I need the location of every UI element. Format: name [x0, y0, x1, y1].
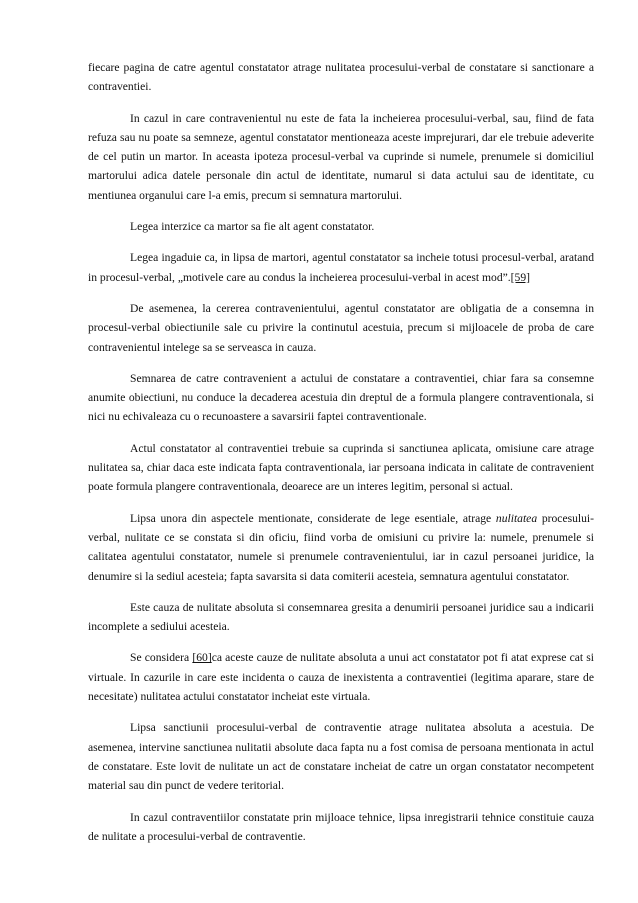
- paragraph-legal-person: Este cauza de nulitate absoluta si consemnarea gresita a denumirii persoanei juridice sau a indicarii incomplete a sediului acesteia.: [88, 600, 594, 634]
- paragraph-sanction: Actul constatator al contraventiei trebuie sa cuprinda si sanctiunea aplicata, omisiune care atrage nulitatea sa, chiar daca este indicata fapta contraventionala, iar persoana indicata in calitate de contravenient poate formula plangere contraventionala, deoarece are un interes legitim, personal si actual.: [88, 441, 594, 494]
- paragraph-witness-rule: Legea interzice ca martor sa fie alt agent constatator.: [130, 220, 375, 234]
- paragraph-missing-aspects: [88, 509, 594, 586]
- paragraph-text: procesului-verbal, nulitate ce se constata si din oficiu, fiind vorba de omisiuni cu privire la: numele, prenumele si calitatea agentului constatator, numele si prenumele contravenientului, iar in cazul persoanei juridice, la denumire si la sediul acesteia; fapta savarsita si data comiterii acesteia, semnatura agentului constatator.: [88, 511, 595, 583]
- footnote-ref-60[interactable]: [60]: [192, 651, 212, 665]
- paragraph-objections: De asemenea, la cererea contravenientului, agentul constatator are obligatia de a consemna in procesul-verbal obiectiunile sale cu privire la continutul acestuia, precum si mijloacele de proba de care contravenientul intelege sa se serveasca in cauza.: [88, 301, 594, 354]
- paragraph-text: Se considera: [130, 651, 193, 665]
- paragraph-nullity-causes: [88, 648, 594, 706]
- paragraph-absent-contravenient: In cazul in care contravenientul nu este de fata la incheierea procesului-verbal, sau, fiind de fata refuza sau nu poate sa semneze, agentul constatator mentioneaza aceste imprejurari, dar ele trebuie adeverite de cel putin un martor. In aceasta ipoteza procesul-verbal va cuprinde si numele, prenumele si domiciliul martorului adica datele personale din actul de identitate, numarul si data actului sau de identitate, cu mentiunea organului care l-a emis, precum si semnatura martorului.: [88, 111, 594, 202]
- paragraph-technical-means: In cazul contraventiilor constatate prin mijloace tehnice, lipsa inregistrarii tehnice constituie cauza de nulitate a procesului-verbal de contraventie.: [88, 810, 594, 843]
- footnote-ref-59[interactable]: [59]: [510, 270, 530, 284]
- paragraph-no-witness: [88, 248, 594, 287]
- paragraph-text: Legea ingaduie ca, in lipsa de martori, agentul constatator sa incheie totusi procesul-verbal, aratand in procesul-verbal, „motivele care au condus la incheierea procesului-verbal in acest mod”.: [88, 251, 594, 284]
- paragraph-absolute-nullity: Lipsa sanctiunii procesului-verbal de contraventie atrage nulitatea absoluta a acestuia. De asemenea, intervine sanctiunea nulitatii absolute daca fapta nu a fost comisa de persoana mentionata in actul de constatare. Este lovit de nulitate un act de constatare incheiat de catre un organ constatator necompetent material sau din punct de vedere teritorial.: [88, 721, 594, 793]
- paragraph-text: Lipsa unora din aspectele mentionate, considerate de lege esentiale, atrage: [130, 511, 496, 525]
- paragraph-continuation: fiecare pagina de catre agentul constatator atrage nulitatea procesului-verbal de constatare si sanctionare a contraventiei.: [88, 61, 594, 94]
- paragraph-signature: Semnarea de catre contravenient a actului de constatare a contraventiei, chiar fara sa consemne anumite obiectiuni, nu conduce la decaderea acestuia din dreptul de a formula plangere contraventionala, si nici nu echivaleaza cu o recunoastere a savarsirii faptei contraventionale.: [88, 371, 594, 424]
- emphasis-nulitatea: nulitatea: [495, 511, 538, 525]
- paragraph-text: ca aceste cauze de nulitate absoluta a unui act constatator pot fi atat exprese cat si virtuale. In cazurile in care este incidenta o cauza de inexistenta a contraventiei (legitima aparare, stare de necesitate) nulitatea actului constatator incheiat este virtuala.: [88, 651, 594, 704]
